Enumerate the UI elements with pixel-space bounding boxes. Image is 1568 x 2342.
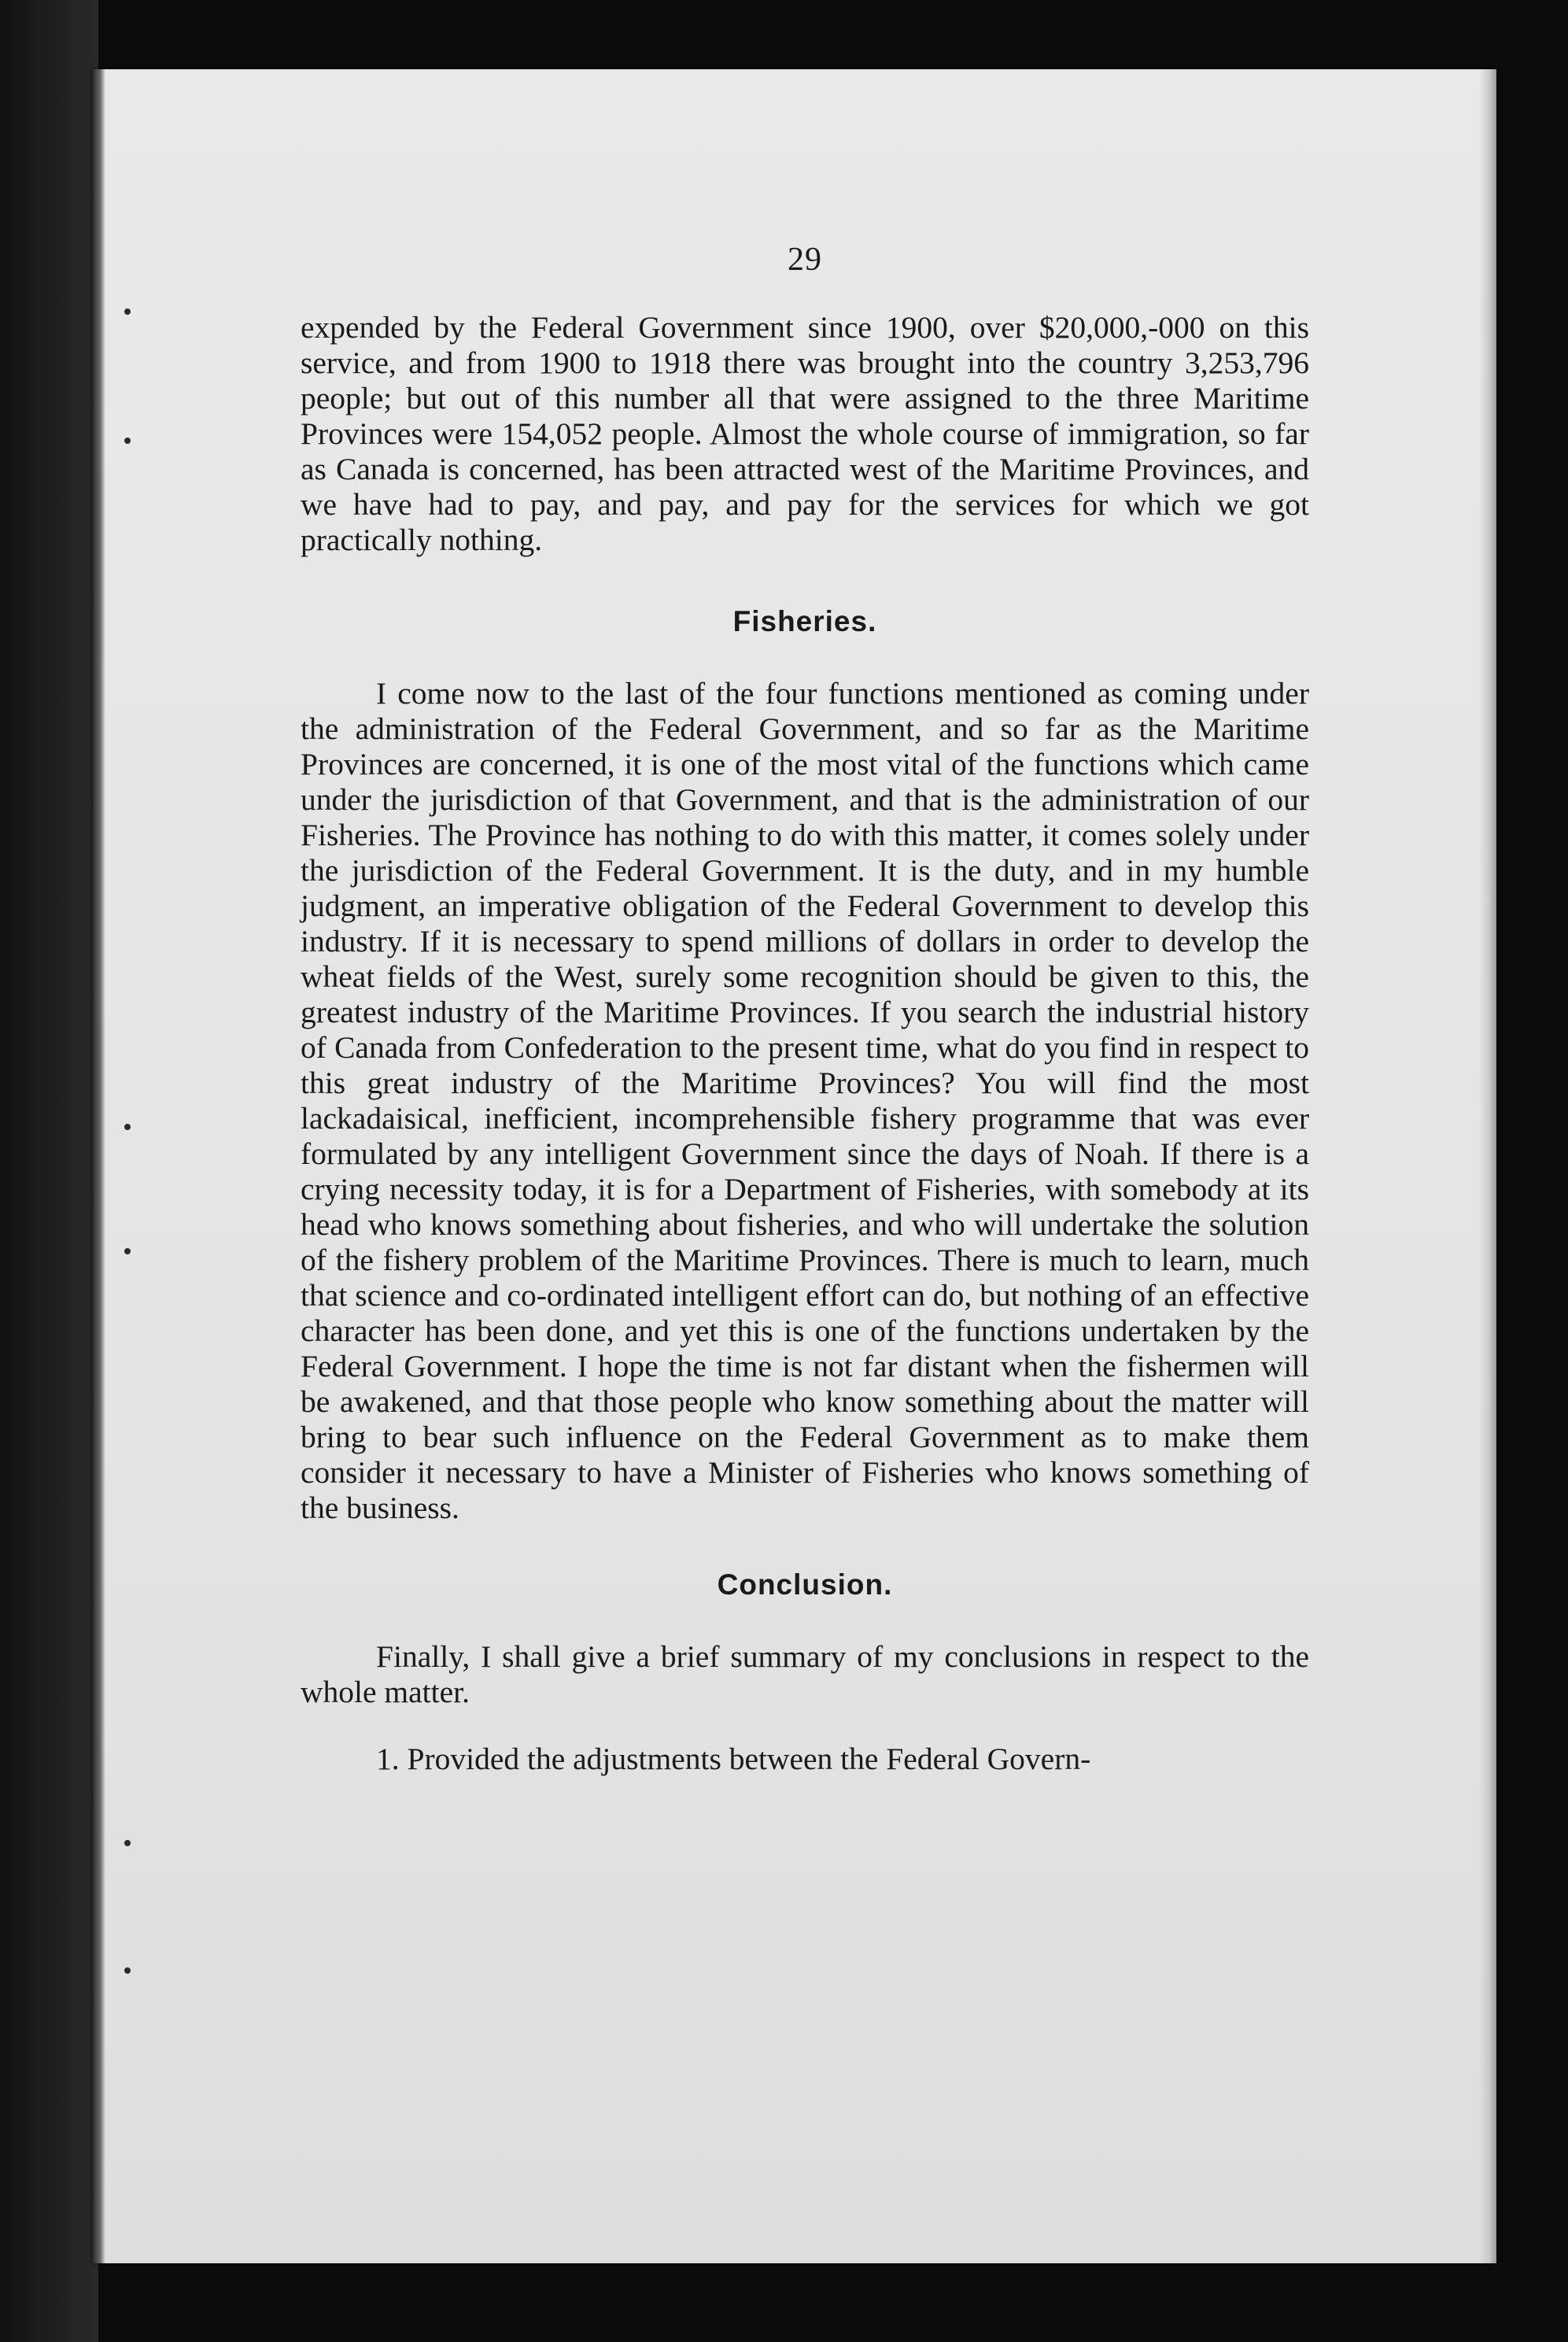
page-number: 29 <box>788 242 822 278</box>
list-item-1: 1. Provided the adjustments between the Federal Govern- <box>376 1742 1091 1776</box>
page-gutter-shadow <box>93 69 105 2263</box>
binding-mark <box>124 1248 131 1254</box>
binding-shadow <box>0 0 98 2342</box>
page-content <box>301 236 1309 1777</box>
binding-mark <box>124 1967 131 1974</box>
paragraph-fisheries: I come now to the last of the four functions mentioned as coming under the administration of the Federal Government, and so far as the Maritime Provinces are concerned, it is one of the most vital of the functions which came under the jurisdiction of that Government, and that is the administration of our Fisheries. The Province has nothing to do with this matter, it comes solely under the jurisdiction of the Federal Government. It is the duty, and in my humble judgment, an imperative obligation of the Federal Government to develop this industry. If it is necessary to spend millions of dollars in order to develop the wheat fields of the West, surely some recognition should be given to this, the greatest industry of the Maritime Provinces. If you search the industrial history of Canada from Confederation to the present time, what do you find in respect to this great industry of the Maritime Provinces? You will find the most lackadaisical, inefficient, incomprehensible fishery programme that was ever formulated by any intelligent Government since the days of Noah. If there is a crying necessity today, it is for a Department of Fisheries, with somebody at its head who knows something about fisheries, and who will undertake the solution of the fishery problem of the Maritime Provinces. There is much to learn, much that science and co-ordinated intelligent effort can do, but nothing of an effective character has been done, and yet this is one of the functions undertaken by the Federal Government. I hope the time is not far distant when the fishermen will be awakened, and that those people who know something about the matter will bring to bear such influence on the Federal Government as to make them consider it necessary to have a Minister of Fisheries who knows something of the business. <box>301 676 1309 1525</box>
paragraph-immigration: expended by the Federal Government since 1900, over $20,000,-000 on this service, and from 1900 to 1918 there was brought into the country 3,253,796 people; but out of this number all that were assigned to the three Maritime Provinces were 154,052 people. Almost the whole course of immigration, so far as Canada is concerned, has been attracted west of the Maritime Provinces, and we have had to pay, and pay, and pay for the services for which we got practically nothing. <box>301 310 1309 557</box>
heading-fisheries: Fisheries. <box>732 605 877 637</box>
binding-mark <box>124 1840 131 1846</box>
page-right-edge <box>1479 69 1496 2263</box>
paragraph-conclusion-intro: Finally, I shall give a brief summary of my conclusions in respect to the whole matter. <box>301 1639 1309 1709</box>
binding-mark <box>124 308 131 315</box>
heading-conclusion: Conclusion. <box>717 1568 893 1601</box>
binding-mark <box>124 1124 131 1130</box>
binding-mark <box>124 438 131 444</box>
